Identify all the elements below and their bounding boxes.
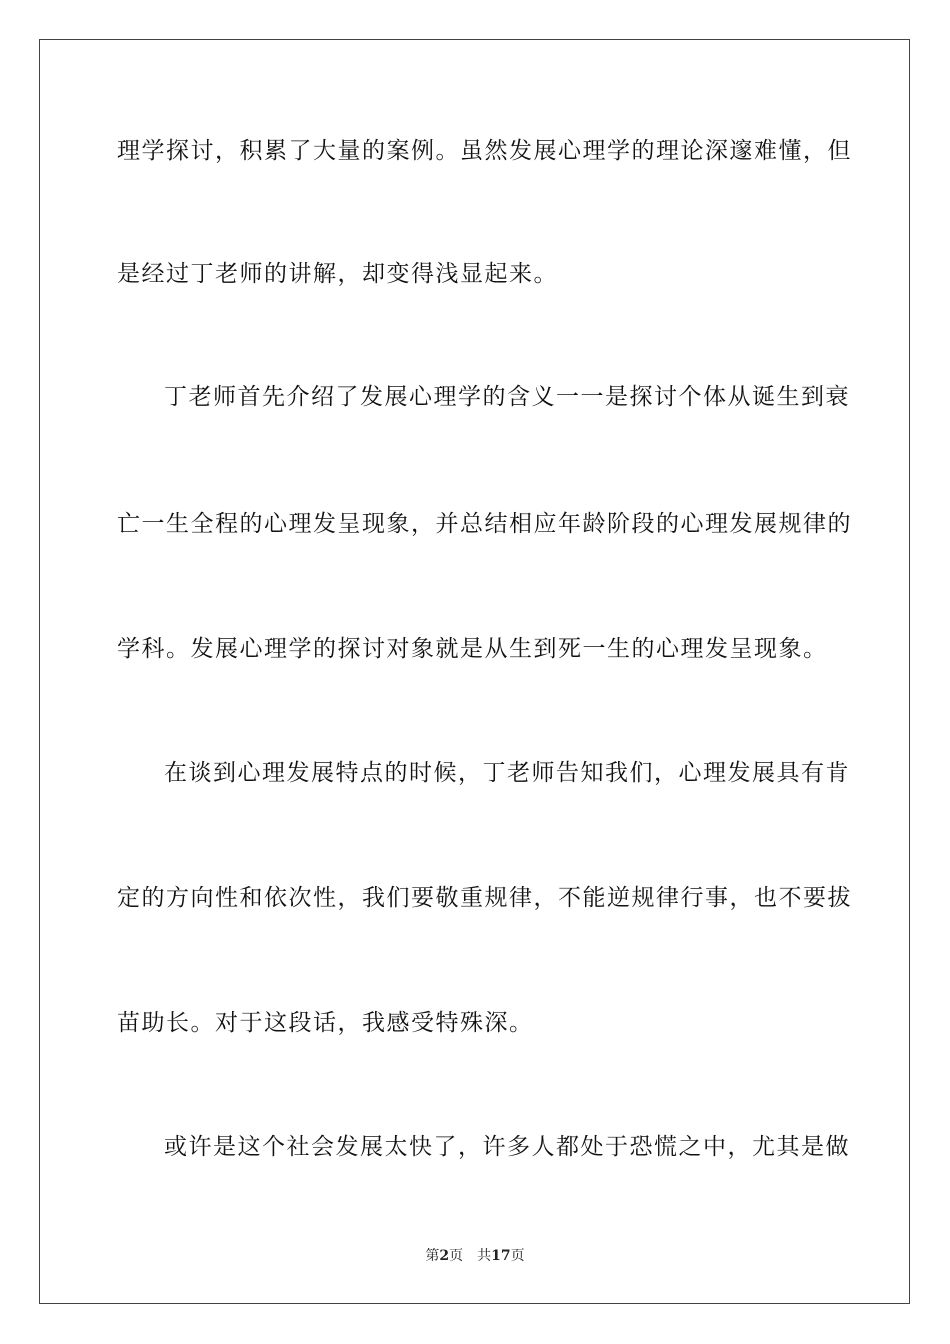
paragraph-start-line-3: 丁老师首先介绍了发展心理学的含义一一是探讨个体从诞生到衰	[164, 384, 850, 410]
body-line-4: 亡一生全程的心理发呈现象，并总结相应年龄阶段的心理发展规律的	[117, 511, 852, 537]
total-pages-number: 17	[491, 1248, 511, 1264]
page-border	[39, 39, 910, 1304]
body-line-5: 学科。发展心理学的探讨对象就是从生到死一生的心理发呈现象。	[117, 636, 828, 662]
total-prefix: 共	[477, 1248, 492, 1264]
body-line-1: 理学探讨，积累了大量的案例。虽然发展心理学的理论深邃难懂，但	[117, 138, 852, 164]
page-suffix: 页	[449, 1248, 464, 1264]
page-footer	[0, 1247, 950, 1265]
current-page-number: 2	[439, 1248, 450, 1264]
body-line-2: 是经过丁老师的讲解，却变得浅显起来。	[117, 261, 558, 287]
page-prefix: 第	[425, 1248, 440, 1264]
paragraph-start-line-6: 在谈到心理发展特点的时候，丁老师告知我们，心理发展具有肯	[164, 760, 850, 786]
paragraph-start-line-9: 或许是这个社会发展太快了，许多人都处于恐慌之中，尤其是做	[164, 1134, 850, 1160]
total-suffix: 页	[510, 1248, 525, 1264]
body-line-7: 定的方向性和依次性，我们要敬重规律，不能逆规律行事，也不要拔	[117, 885, 852, 911]
body-line-8: 苗助长。对于这段话，我感受特殊深。	[117, 1010, 534, 1036]
